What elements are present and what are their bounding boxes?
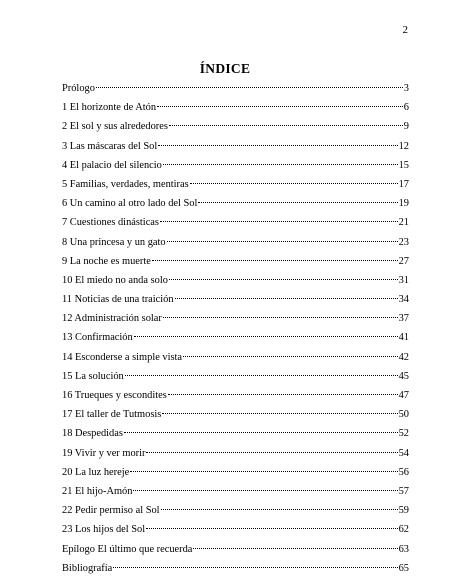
toc-entry-label: 20 La luz hereje: [62, 466, 130, 478]
dot-leader: [198, 202, 397, 203]
toc-entry-page: 34: [398, 294, 409, 306]
toc-entry-label: 23 Los hijos del Sol: [62, 524, 146, 536]
dot-leader: [163, 164, 398, 165]
table-of-contents: [62, 79, 409, 578]
toc-entry-page: 62: [398, 524, 409, 536]
toc-entry-page: 47: [398, 390, 409, 401]
toc-entry[interactable]: [62, 328, 409, 347]
toc-entry[interactable]: [62, 540, 409, 559]
toc-entry-page: 65: [398, 562, 409, 574]
toc-entry-page: 6: [403, 102, 409, 114]
toc-entry-label: 8 Una princesa y un gato: [62, 236, 166, 248]
toc-entry[interactable]: [62, 482, 409, 501]
dot-leader: [146, 528, 397, 529]
toc-entry[interactable]: [62, 117, 409, 136]
toc-entry-label: Bibliografía: [62, 562, 113, 574]
toc-entry-label: 10 El miedo no anda solo: [62, 274, 168, 286]
dot-leader: [124, 432, 398, 433]
toc-entry-label: 16 Trueques y escondites: [62, 390, 167, 401]
toc-entry-page: 12: [398, 140, 409, 152]
toc-entry[interactable]: [62, 559, 409, 578]
toc-entry-label: 22 Pedir permiso al Sol: [62, 505, 160, 517]
toc-entry[interactable]: [62, 309, 409, 328]
dot-leader: [96, 87, 403, 88]
toc-entry-label: 12 Administración solar: [62, 313, 162, 325]
toc-entry-page: 21: [398, 217, 409, 229]
toc-entry[interactable]: [62, 386, 409, 405]
toc-entry[interactable]: [62, 348, 409, 367]
dot-leader: [125, 375, 398, 376]
toc-entry-label: 4 El palacio del silencio: [62, 159, 162, 171]
dot-leader: [158, 145, 397, 146]
dot-leader: [161, 509, 398, 510]
page-number: 2: [402, 24, 408, 36]
toc-entry-page: 37: [398, 313, 409, 325]
toc-entry[interactable]: [62, 233, 409, 252]
dot-leader: [169, 279, 398, 280]
page-title: ÍNDICE: [199, 61, 251, 76]
toc-entry[interactable]: [62, 501, 409, 520]
dot-leader: [130, 471, 397, 472]
toc-entry-label: 6 Un camino al otro lado del Sol: [62, 198, 198, 210]
toc-entry[interactable]: [62, 98, 409, 117]
toc-entry-page: 27: [398, 255, 409, 267]
toc-entry-page: 63: [398, 543, 409, 555]
dot-leader: [190, 183, 398, 184]
toc-entry[interactable]: [62, 271, 409, 290]
toc-entry-label: 21 El hijo-Amón: [62, 485, 133, 497]
toc-entry-label: 9 La noche es muerte: [62, 255, 151, 267]
dot-leader: [183, 356, 398, 357]
dot-leader: [167, 241, 398, 242]
dot-leader: [163, 317, 398, 318]
toc-entry-label: 2 El sol y sus alrededores: [62, 121, 168, 133]
dot-leader: [193, 548, 397, 549]
toc-entry-label: 3 Las máscaras del Sol: [62, 140, 158, 152]
dot-leader: [175, 298, 398, 299]
toc-entry[interactable]: [62, 405, 409, 424]
toc-entry-label: 13 Confirmación: [62, 332, 133, 344]
toc-entry-label: Prólogo: [62, 83, 95, 94]
dot-leader: [113, 567, 397, 568]
toc-entry-page: 3: [403, 83, 409, 94]
toc-entry-label: 7 Cuestiones dinásticas: [62, 217, 159, 229]
dot-leader: [133, 490, 397, 491]
toc-entry-page: 57: [398, 485, 409, 497]
dot-leader: [162, 413, 397, 414]
toc-entry-page: 56: [398, 466, 409, 478]
toc-entry[interactable]: [62, 444, 409, 463]
toc-entry[interactable]: [62, 290, 409, 309]
toc-entry-label: 18 Despedidas: [62, 428, 123, 440]
toc-entry[interactable]: [62, 156, 409, 175]
toc-entry-label: Epílogo El último que recuerda: [62, 543, 193, 555]
toc-entry[interactable]: [62, 175, 409, 194]
toc-entry-page: 31: [398, 274, 409, 286]
toc-entry-page: 52: [398, 428, 409, 440]
toc-entry[interactable]: [62, 79, 409, 98]
dot-leader: [152, 260, 398, 261]
toc-entry[interactable]: [62, 213, 409, 232]
toc-entry[interactable]: [62, 424, 409, 443]
toc-entry-label: 15 La solución: [62, 370, 124, 382]
dot-leader: [169, 125, 403, 126]
toc-entry-page: 41: [398, 332, 409, 344]
toc-entry[interactable]: [62, 137, 409, 156]
toc-entry-label: 19 Vivir y ver morir: [62, 447, 146, 459]
toc-entry-page: 45: [398, 370, 409, 382]
toc-entry-label: 11 Noticias de una traición: [62, 294, 174, 306]
toc-entry-label: 1 El horizonte de Atón: [62, 102, 157, 114]
toc-entry[interactable]: [62, 367, 409, 386]
toc-entry-label: 5 Familias, verdades, mentiras: [62, 178, 189, 190]
toc-entry[interactable]: [62, 194, 409, 213]
toc-entry[interactable]: [62, 252, 409, 271]
dot-leader: [157, 106, 403, 107]
toc-entry-label: 17 El taller de Tutmosis: [62, 409, 162, 421]
toc-entry[interactable]: [62, 520, 409, 539]
toc-entry-page: 59: [398, 505, 409, 517]
toc-entry-page: 54: [398, 447, 409, 459]
toc-entry[interactable]: [62, 463, 409, 482]
dot-leader: [134, 336, 398, 337]
dot-leader: [160, 221, 398, 222]
dot-leader: [146, 452, 397, 453]
toc-entry-page: 9: [403, 121, 409, 133]
dot-leader: [168, 394, 398, 395]
toc-entry-page: 23: [398, 236, 409, 248]
toc-entry-page: 42: [398, 351, 409, 363]
toc-entry-page: 19: [398, 198, 409, 210]
toc-entry-label: 14 Esconderse a simple vista: [62, 351, 183, 363]
toc-entry-page: 50: [398, 409, 409, 421]
toc-entry-page: 15: [398, 159, 409, 171]
toc-entry-page: 17: [398, 178, 409, 190]
